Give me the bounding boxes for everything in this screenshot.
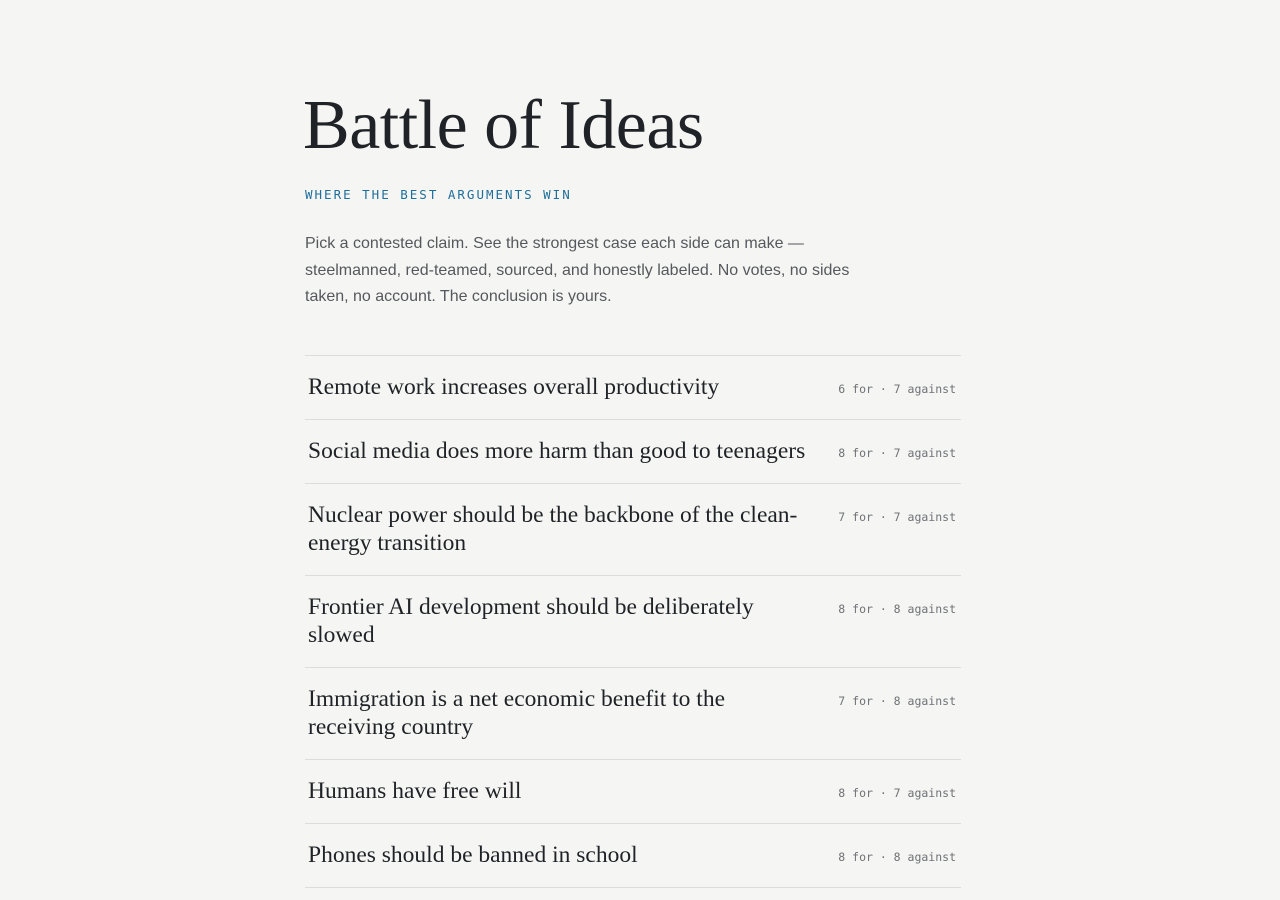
claim-title: Humans have free will — [308, 778, 522, 804]
claim-item[interactable] — [305, 420, 961, 484]
claim-list — [305, 355, 961, 888]
claim-title: Social media does more harm than good to teenagers — [308, 438, 806, 464]
claim-title: Phones should be banned in school — [308, 842, 638, 868]
claim-title: Remote work increases overall productivity — [308, 374, 720, 400]
claim-argument-counts: 8 for · 7 against — [838, 446, 956, 460]
tagline: WHERE THE BEST ARGUMENTS WIN — [305, 187, 572, 202]
claim-title: Frontier AI development should be deliberately slowed — [308, 594, 754, 648]
claim-title: Immigration is a net economic benefit to the receiving country — [308, 686, 725, 740]
claim-argument-counts: 8 for · 8 against — [838, 602, 956, 616]
page-title: Battle of Ideas — [303, 87, 704, 164]
claim-item[interactable] — [305, 824, 961, 888]
claim-title: Nuclear power should be the backbone of the clean-energy transition — [308, 502, 798, 556]
intro-text: Pick a contested claim. See the strongest case each side can make — steelmanned, red-teamed, sourced, and honestly labeled. No votes, no sides taken, no account. The conclusion is yours. — [305, 235, 850, 305]
claim-argument-counts: 8 for · 7 against — [838, 786, 956, 800]
claim-item[interactable] — [305, 760, 961, 824]
claim-item[interactable] — [305, 668, 961, 760]
claim-argument-counts: 7 for · 8 against — [838, 694, 956, 708]
claim-argument-counts: 7 for · 7 against — [838, 510, 956, 524]
claim-argument-counts: 6 for · 7 against — [838, 382, 956, 396]
claim-item[interactable] — [305, 576, 961, 668]
claim-item[interactable] — [305, 484, 961, 576]
claim-item[interactable] — [305, 356, 961, 420]
claim-argument-counts: 8 for · 8 against — [838, 850, 956, 864]
